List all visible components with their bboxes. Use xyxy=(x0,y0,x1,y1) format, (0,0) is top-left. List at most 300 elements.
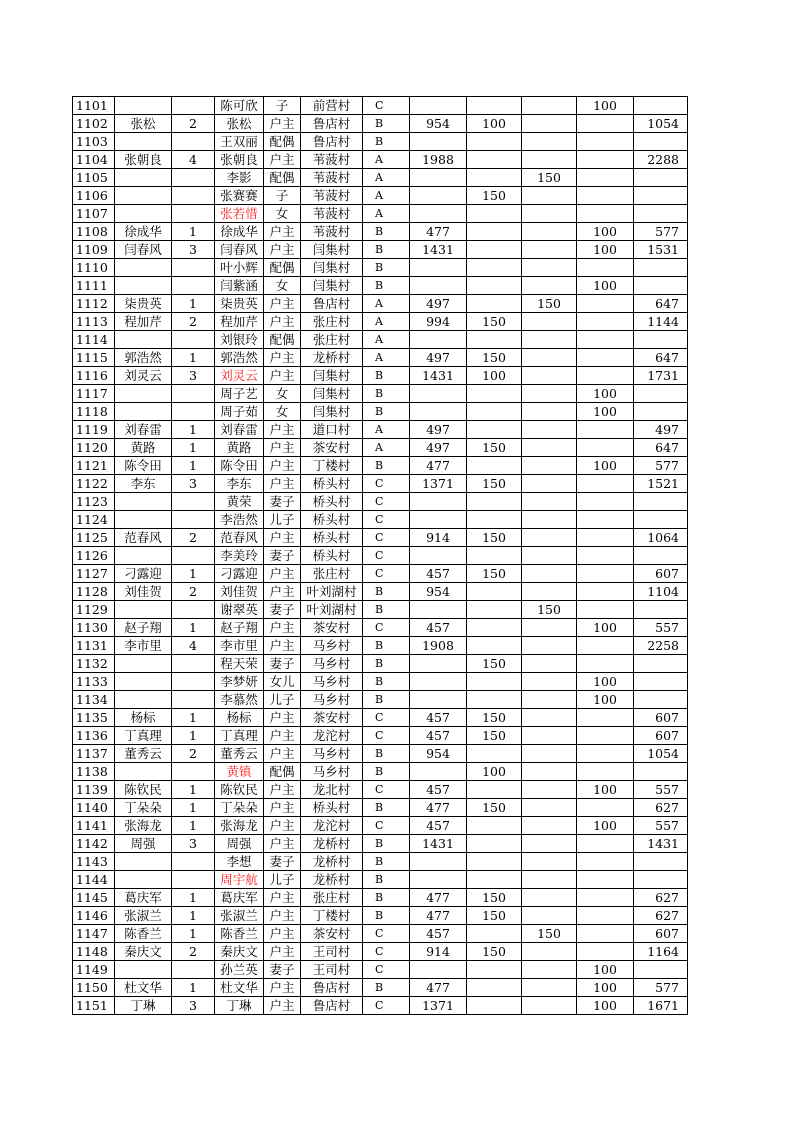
cell-amount-4 xyxy=(577,115,634,133)
cell-amount-4 xyxy=(577,511,634,529)
cell-amount-1: 457 xyxy=(410,619,467,637)
cell-head-name: 张松 xyxy=(115,115,172,133)
cell-amount-3 xyxy=(522,619,577,637)
cell-household-size: 2 xyxy=(172,745,215,763)
cell-member-name: 丁朵朵 xyxy=(215,799,264,817)
cell-amount-2: 150 xyxy=(467,349,522,367)
cell-member-name: 李梦妍 xyxy=(215,673,264,691)
cell-total: 607 xyxy=(634,727,688,745)
table-row xyxy=(73,457,688,475)
cell-row-number: 1145 xyxy=(73,889,115,907)
cell-household-size: 1 xyxy=(172,439,215,457)
cell-grade: B xyxy=(363,457,410,475)
cell-row-number: 1121 xyxy=(73,457,115,475)
cell-village: 茶安村 xyxy=(301,439,363,457)
cell-row-number: 1109 xyxy=(73,241,115,259)
cell-amount-2 xyxy=(467,817,522,835)
cell-row-number: 1113 xyxy=(73,313,115,331)
cell-member-name: 张若惜 xyxy=(215,205,264,223)
cell-row-number: 1104 xyxy=(73,151,115,169)
cell-head-name: 程加芹 xyxy=(115,313,172,331)
cell-amount-2 xyxy=(467,619,522,637)
cell-member-name: 张海龙 xyxy=(215,817,264,835)
cell-member-name: 孙兰英 xyxy=(215,961,264,979)
cell-amount-2 xyxy=(467,295,522,313)
cell-household-size xyxy=(172,673,215,691)
cell-grade: B xyxy=(363,133,410,151)
cell-village: 张庄村 xyxy=(301,331,363,349)
cell-grade: C xyxy=(363,781,410,799)
cell-amount-1: 954 xyxy=(410,583,467,601)
cell-relation: 女 xyxy=(264,403,301,421)
cell-household-size xyxy=(172,169,215,187)
cell-amount-1: 457 xyxy=(410,727,467,745)
cell-amount-3: 150 xyxy=(522,601,577,619)
cell-amount-2 xyxy=(467,925,522,943)
cell-row-number: 1146 xyxy=(73,907,115,925)
cell-member-name: 刘银玲 xyxy=(215,331,264,349)
cell-amount-3 xyxy=(522,439,577,457)
cell-amount-4 xyxy=(577,547,634,565)
table-row xyxy=(73,133,688,151)
cell-amount-1: 497 xyxy=(410,439,467,457)
cell-member-name: 杜文华 xyxy=(215,979,264,997)
cell-total: 1104 xyxy=(634,583,688,601)
cell-total: 1064 xyxy=(634,529,688,547)
cell-grade: C xyxy=(363,709,410,727)
cell-total: 1521 xyxy=(634,475,688,493)
cell-member-name: 陈钦民 xyxy=(215,781,264,799)
cell-amount-3: 150 xyxy=(522,295,577,313)
table-row xyxy=(73,349,688,367)
cell-amount-3 xyxy=(522,529,577,547)
cell-village: 苇菠村 xyxy=(301,205,363,223)
cell-total: 1164 xyxy=(634,943,688,961)
cell-total: 497 xyxy=(634,421,688,439)
cell-amount-2 xyxy=(467,493,522,511)
cell-total: 627 xyxy=(634,889,688,907)
cell-row-number: 1133 xyxy=(73,673,115,691)
cell-head-name: 周强 xyxy=(115,835,172,853)
cell-household-size xyxy=(172,493,215,511)
cell-amount-4 xyxy=(577,349,634,367)
cell-village: 苇菠村 xyxy=(301,169,363,187)
cell-village: 丁楼村 xyxy=(301,907,363,925)
cell-grade: B xyxy=(363,979,410,997)
cell-total xyxy=(634,259,688,277)
cell-grade: C xyxy=(363,727,410,745)
cell-household-size: 1 xyxy=(172,727,215,745)
cell-amount-3 xyxy=(522,511,577,529)
cell-household-size xyxy=(172,961,215,979)
cell-amount-3 xyxy=(522,691,577,709)
cell-row-number: 1140 xyxy=(73,799,115,817)
cell-household-size: 1 xyxy=(172,979,215,997)
cell-amount-2 xyxy=(467,511,522,529)
cell-head-name: 丁琳 xyxy=(115,997,172,1015)
cell-household-size: 3 xyxy=(172,835,215,853)
cell-relation: 户主 xyxy=(264,709,301,727)
cell-household-size xyxy=(172,691,215,709)
cell-row-number: 1123 xyxy=(73,493,115,511)
cell-household-size: 3 xyxy=(172,241,215,259)
cell-amount-2 xyxy=(467,835,522,853)
cell-head-name: 秦庆文 xyxy=(115,943,172,961)
table-row xyxy=(73,727,688,745)
cell-grade: B xyxy=(363,673,410,691)
cell-household-size xyxy=(172,277,215,295)
cell-relation: 户主 xyxy=(264,313,301,331)
cell-relation: 配偶 xyxy=(264,169,301,187)
cell-amount-3 xyxy=(522,187,577,205)
cell-head-name: 丁真理 xyxy=(115,727,172,745)
cell-grade: B xyxy=(363,853,410,871)
cell-amount-2 xyxy=(467,97,522,115)
cell-amount-1 xyxy=(410,763,467,781)
cell-amount-1: 994 xyxy=(410,313,467,331)
cell-member-name: 陈香兰 xyxy=(215,925,264,943)
cell-grade: B xyxy=(363,637,410,655)
cell-row-number: 1139 xyxy=(73,781,115,799)
cell-amount-1: 477 xyxy=(410,979,467,997)
cell-relation: 户主 xyxy=(264,889,301,907)
cell-head-name: 张海龙 xyxy=(115,817,172,835)
cell-member-name: 谢翠英 xyxy=(215,601,264,619)
cell-head-name: 杜文华 xyxy=(115,979,172,997)
cell-member-name: 董秀云 xyxy=(215,745,264,763)
cell-relation: 子 xyxy=(264,97,301,115)
cell-relation: 户主 xyxy=(264,979,301,997)
cell-village: 王司村 xyxy=(301,961,363,979)
cell-grade: A xyxy=(363,295,410,313)
cell-grade: B xyxy=(363,745,410,763)
cell-member-name: 秦庆文 xyxy=(215,943,264,961)
cell-total xyxy=(634,331,688,349)
cell-amount-2: 150 xyxy=(467,799,522,817)
cell-grade: B xyxy=(363,241,410,259)
cell-village: 苇菠村 xyxy=(301,187,363,205)
cell-relation: 妻子 xyxy=(264,655,301,673)
cell-amount-3 xyxy=(522,457,577,475)
table-row xyxy=(73,259,688,277)
cell-amount-3 xyxy=(522,205,577,223)
cell-amount-4 xyxy=(577,313,634,331)
cell-total xyxy=(634,187,688,205)
table-row xyxy=(73,277,688,295)
cell-amount-4 xyxy=(577,295,634,313)
cell-village: 桥头村 xyxy=(301,493,363,511)
cell-relation: 户主 xyxy=(264,457,301,475)
cell-amount-4 xyxy=(577,799,634,817)
cell-relation: 户主 xyxy=(264,925,301,943)
cell-total: 647 xyxy=(634,439,688,457)
cell-amount-2 xyxy=(467,241,522,259)
cell-row-number: 1151 xyxy=(73,997,115,1015)
cell-total: 1054 xyxy=(634,115,688,133)
cell-member-name: 周子艺 xyxy=(215,385,264,403)
cell-village: 鲁店村 xyxy=(301,133,363,151)
cell-grade: A xyxy=(363,421,410,439)
cell-amount-3 xyxy=(522,259,577,277)
cell-household-size: 2 xyxy=(172,943,215,961)
cell-row-number: 1118 xyxy=(73,403,115,421)
cell-member-name: 陈可欣 xyxy=(215,97,264,115)
cell-grade: B xyxy=(363,115,410,133)
cell-amount-3 xyxy=(522,817,577,835)
cell-household-size: 1 xyxy=(172,889,215,907)
cell-amount-4: 100 xyxy=(577,691,634,709)
cell-relation: 户主 xyxy=(264,637,301,655)
cell-member-name: 丁真理 xyxy=(215,727,264,745)
cell-amount-1: 457 xyxy=(410,925,467,943)
cell-amount-3 xyxy=(522,97,577,115)
cell-total xyxy=(634,385,688,403)
cell-relation: 户主 xyxy=(264,727,301,745)
cell-member-name: 刘灵云 xyxy=(215,367,264,385)
cell-amount-1 xyxy=(410,673,467,691)
cell-row-number: 1131 xyxy=(73,637,115,655)
cell-amount-1: 1431 xyxy=(410,241,467,259)
cell-head-name xyxy=(115,547,172,565)
cell-amount-1: 477 xyxy=(410,889,467,907)
cell-relation: 妻子 xyxy=(264,853,301,871)
cell-grade: C xyxy=(363,925,410,943)
cell-grade: C xyxy=(363,565,410,583)
cell-amount-4 xyxy=(577,331,634,349)
cell-row-number: 1137 xyxy=(73,745,115,763)
cell-household-size: 3 xyxy=(172,367,215,385)
cell-total: 577 xyxy=(634,457,688,475)
cell-amount-2: 150 xyxy=(467,727,522,745)
cell-head-name: 张朝良 xyxy=(115,151,172,169)
cell-amount-4 xyxy=(577,169,634,187)
cell-total: 647 xyxy=(634,349,688,367)
cell-amount-4 xyxy=(577,835,634,853)
cell-total xyxy=(634,763,688,781)
cell-village: 桥头村 xyxy=(301,511,363,529)
cell-amount-4: 100 xyxy=(577,403,634,421)
cell-amount-2 xyxy=(467,979,522,997)
cell-member-name: 李想 xyxy=(215,853,264,871)
cell-member-name: 郭浩然 xyxy=(215,349,264,367)
cell-head-name: 范春风 xyxy=(115,529,172,547)
cell-relation: 配偶 xyxy=(264,133,301,151)
cell-row-number: 1116 xyxy=(73,367,115,385)
cell-member-name: 张朝良 xyxy=(215,151,264,169)
cell-grade: B xyxy=(363,223,410,241)
cell-amount-1 xyxy=(410,961,467,979)
cell-total: 1144 xyxy=(634,313,688,331)
cell-village: 龙北村 xyxy=(301,781,363,799)
cell-total xyxy=(634,691,688,709)
cell-row-number: 1120 xyxy=(73,439,115,457)
cell-relation: 户主 xyxy=(264,781,301,799)
cell-relation: 户主 xyxy=(264,151,301,169)
cell-total: 627 xyxy=(634,799,688,817)
cell-total xyxy=(634,205,688,223)
cell-amount-4 xyxy=(577,493,634,511)
cell-grade: A xyxy=(363,349,410,367)
cell-head-name xyxy=(115,97,172,115)
cell-amount-4: 100 xyxy=(577,997,634,1015)
cell-relation: 儿子 xyxy=(264,691,301,709)
cell-head-name: 陈钦民 xyxy=(115,781,172,799)
cell-total: 557 xyxy=(634,817,688,835)
cell-relation: 户主 xyxy=(264,295,301,313)
cell-head-name xyxy=(115,259,172,277)
cell-total: 557 xyxy=(634,619,688,637)
cell-row-number: 1129 xyxy=(73,601,115,619)
cell-village: 马乡村 xyxy=(301,763,363,781)
cell-amount-3 xyxy=(522,871,577,889)
cell-amount-1 xyxy=(410,385,467,403)
cell-amount-3: 150 xyxy=(522,169,577,187)
cell-household-size: 2 xyxy=(172,313,215,331)
cell-head-name: 陈令田 xyxy=(115,457,172,475)
cell-row-number: 1142 xyxy=(73,835,115,853)
cell-relation: 户主 xyxy=(264,583,301,601)
cell-village: 桥头村 xyxy=(301,547,363,565)
cell-relation: 户主 xyxy=(264,997,301,1015)
cell-amount-4: 100 xyxy=(577,673,634,691)
cell-grade: B xyxy=(363,691,410,709)
cell-grade: A xyxy=(363,205,410,223)
cell-amount-2 xyxy=(467,853,522,871)
cell-amount-2: 150 xyxy=(467,313,522,331)
cell-household-size xyxy=(172,385,215,403)
cell-amount-3 xyxy=(522,853,577,871)
table-row xyxy=(73,601,688,619)
table-row xyxy=(73,655,688,673)
table-row xyxy=(73,187,688,205)
cell-amount-4: 100 xyxy=(577,781,634,799)
cell-amount-4: 100 xyxy=(577,457,634,475)
cell-grade: C xyxy=(363,529,410,547)
table-row xyxy=(73,889,688,907)
cell-head-name xyxy=(115,331,172,349)
cell-grade: B xyxy=(363,799,410,817)
cell-amount-1 xyxy=(410,97,467,115)
cell-amount-1 xyxy=(410,403,467,421)
cell-row-number: 1128 xyxy=(73,583,115,601)
table-row xyxy=(73,331,688,349)
cell-amount-1 xyxy=(410,133,467,151)
cell-member-name: 周宇航 xyxy=(215,871,264,889)
cell-row-number: 1112 xyxy=(73,295,115,313)
cell-amount-4 xyxy=(577,889,634,907)
cell-amount-1: 1431 xyxy=(410,367,467,385)
cell-amount-1 xyxy=(410,259,467,277)
cell-total xyxy=(634,655,688,673)
cell-amount-1: 954 xyxy=(410,745,467,763)
cell-total xyxy=(634,853,688,871)
cell-member-name: 李东 xyxy=(215,475,264,493)
cell-village: 闫集村 xyxy=(301,403,363,421)
cell-household-size: 2 xyxy=(172,583,215,601)
table-row xyxy=(73,493,688,511)
cell-amount-1 xyxy=(410,493,467,511)
table-row xyxy=(73,565,688,583)
cell-grade: B xyxy=(363,907,410,925)
cell-total: 577 xyxy=(634,223,688,241)
cell-village: 张庄村 xyxy=(301,889,363,907)
cell-household-size: 1 xyxy=(172,781,215,799)
cell-head-name xyxy=(115,205,172,223)
cell-amount-3 xyxy=(522,403,577,421)
cell-row-number: 1150 xyxy=(73,979,115,997)
cell-head-name: 李市里 xyxy=(115,637,172,655)
table-row xyxy=(73,781,688,799)
cell-amount-3 xyxy=(522,961,577,979)
cell-amount-2 xyxy=(467,223,522,241)
cell-village: 龙桥村 xyxy=(301,853,363,871)
cell-amount-3 xyxy=(522,907,577,925)
cell-grade: C xyxy=(363,961,410,979)
cell-grade: C xyxy=(363,997,410,1015)
cell-member-name: 丁琳 xyxy=(215,997,264,1015)
cell-household-size: 4 xyxy=(172,151,215,169)
cell-head-name xyxy=(115,763,172,781)
table-body xyxy=(73,97,688,1015)
cell-head-name: 杨标 xyxy=(115,709,172,727)
cell-amount-3 xyxy=(522,673,577,691)
cell-relation: 户主 xyxy=(264,367,301,385)
table-row xyxy=(73,475,688,493)
cell-amount-4 xyxy=(577,709,634,727)
cell-village: 龙沱村 xyxy=(301,727,363,745)
cell-member-name: 王双丽 xyxy=(215,133,264,151)
cell-amount-1 xyxy=(410,547,467,565)
table-row xyxy=(73,241,688,259)
cell-amount-3 xyxy=(522,367,577,385)
cell-grade: A xyxy=(363,151,410,169)
cell-amount-2: 150 xyxy=(467,439,522,457)
cell-amount-4 xyxy=(577,853,634,871)
cell-relation: 户主 xyxy=(264,817,301,835)
cell-village: 马乡村 xyxy=(301,673,363,691)
cell-row-number: 1143 xyxy=(73,853,115,871)
cell-village: 桥头村 xyxy=(301,475,363,493)
cell-row-number: 1125 xyxy=(73,529,115,547)
cell-amount-1 xyxy=(410,511,467,529)
cell-head-name: 刘春雷 xyxy=(115,421,172,439)
cell-amount-2 xyxy=(467,583,522,601)
table-row xyxy=(73,961,688,979)
cell-grade: C xyxy=(363,511,410,529)
cell-amount-2: 150 xyxy=(467,709,522,727)
cell-amount-3 xyxy=(522,133,577,151)
cell-amount-2 xyxy=(467,403,522,421)
cell-total xyxy=(634,511,688,529)
cell-row-number: 1148 xyxy=(73,943,115,961)
cell-relation: 户主 xyxy=(264,799,301,817)
table-row xyxy=(73,763,688,781)
table-row xyxy=(73,871,688,889)
cell-household-size: 1 xyxy=(172,349,215,367)
cell-amount-4: 100 xyxy=(577,817,634,835)
cell-relation: 配偶 xyxy=(264,763,301,781)
cell-row-number: 1107 xyxy=(73,205,115,223)
cell-relation: 户主 xyxy=(264,421,301,439)
cell-amount-4: 100 xyxy=(577,619,634,637)
cell-member-name: 李慕然 xyxy=(215,691,264,709)
cell-amount-1 xyxy=(410,601,467,619)
cell-member-name: 徐成华 xyxy=(215,223,264,241)
cell-head-name xyxy=(115,655,172,673)
table-row xyxy=(73,835,688,853)
cell-total xyxy=(634,673,688,691)
cell-head-name: 闫春风 xyxy=(115,241,172,259)
